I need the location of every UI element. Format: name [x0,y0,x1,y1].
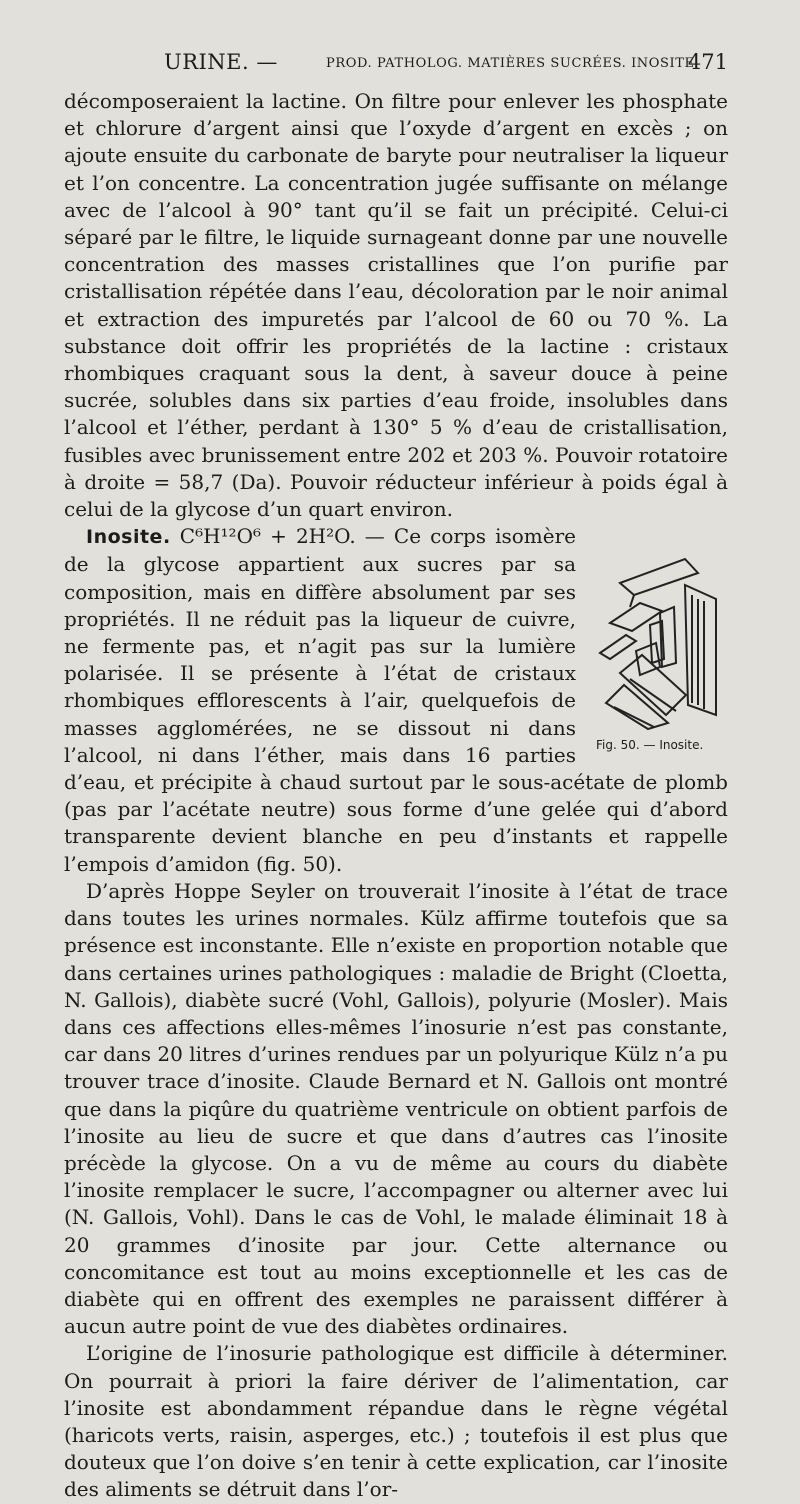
paragraph-origine: L’origine de l’inosurie pathologique est difficile à déterminer. On pourrait à priori la faire dériver de l’alimentation, car l’inosite est abondamment répandue dans le règne végétal (haricots verts, raisin, asperges, etc.) ; toutefois il est plus que douteux que l’on doive s’en tenir à cette explication, car l’inosite des aliments se détruit dans l’or- [64,1341,728,1502]
paragraph-inosite-text: C⁶H¹²O⁶ + 2H²O. — Ce corps isomère de la glycose appartient aux sucres par sa composition, mais en diffère absolument par ses propriétés. Il ne réduit pas la liqueur de cuivre, ne fermente pas, et n’agit pas sur la lumière polarisée. Il se présente à l’état de cristaux rhombiques efflorescents à l’air, quelquefois de masses agglomérées, ne se dissout ni dans l’alcool, ni dans l’éther, mais dans 16 parties d’eau, et précipite à chaud surtout par le sous-acétate de plomb (pas par l’acétate neutre) sous forme d’une gelée qui d’abord transparente devient blanche en peu d’instants et rappelle l’empois d’amidon (fig. 50). [64,524,728,876]
paragraph-lactine: décomposeraient la lactine. On filtre pour enlever les phosphate et chlorure d’argent ainsi que l’oxyde d’argent en excès ; on ajoute ensuite du carbonate de baryte pour neutraliser la liqueur et l’on concentre. La concentration jugée suffisante on mélange avec de l’alcool à 90° tant qu’il se fait un précipité. Celui-ci séparé par le filtre, le liquide surnageant donne par une nouvelle concentration des masses cristallines que l’on purifie par cristallisation répétée dans l’eau, décoloration par le noir animal et extraction des impuretés par l’alcool de 60 ou 70 %. La substance doit offrir les propriétés de la lactine : cristaux rhombiques craquant sous la dent, à saveur douce à peine sucrée, solubles dans six parties d’eau froide, insolubles dans l’alcool et l’éther, perdant à 130° 5 % d’eau de cristallisation, fusibles avec brunissement entre 202 et 203 %. Pouvoir rotatoire à droite = 58,7 (Da). Pouvoir réducteur inférieur à poids égal à celui de la glycose d’un quart environ. [64,89,728,522]
header-title: URINE. — [164,50,278,74]
header-subtitle: PROD. PATHOLOG. MATIÈRES SUCRÉES. INOSITE [326,56,695,71]
section-lead: Inosite. [86,526,171,549]
body-text [64,88,728,1504]
running-header [64,50,728,78]
figure-caption: Fig. 50. — Inosite. [596,738,704,753]
page-number: 471 [687,50,728,74]
inosite-crystals-illustration [590,555,728,735]
figure-50 [590,555,728,765]
paragraph-hoppe-seyler: D’après Hoppe Seyler on trouverait l’inosite à l’état de trace dans toutes les urines normales. Külz affirme toutefois que sa présence est inconstante. Elle n’existe en proportion notable que dans certaines urines pathologiques : maladie de Bright (Cloetta, N. Gallois), diabète sucré (Vohl, Gallois), polyurie (Mosler). Mais dans ces affections elles-mêmes l’inosurie n’est pas constante, car dans 20 litres d’urines rendues par un polyurique Külz n’a pu trouver trace d’inosite. Claude Bernard et N. Gallois ont montré que dans la piqûre du quatrième ventricule on obtient parfois de l’inosite au lieu de sucre et que dans d’autres cas l’inosite précède la glycose. On a vu de même au cours du diabète l’inosite remplacer le sucre, l’accompagner ou alterner avec lui (N. Gallois, Vohl). Dans le cas de Vohl, le malade éliminait 18 à 20 grammes d’inosite par jour. Cette alternance ou concomitance est tout au moins exceptionnelle et les cas de diabète qui en offrent des exemples ne paraissent différer à aucun autre point de vue des diabètes ordinaires. [64,878,728,1339]
